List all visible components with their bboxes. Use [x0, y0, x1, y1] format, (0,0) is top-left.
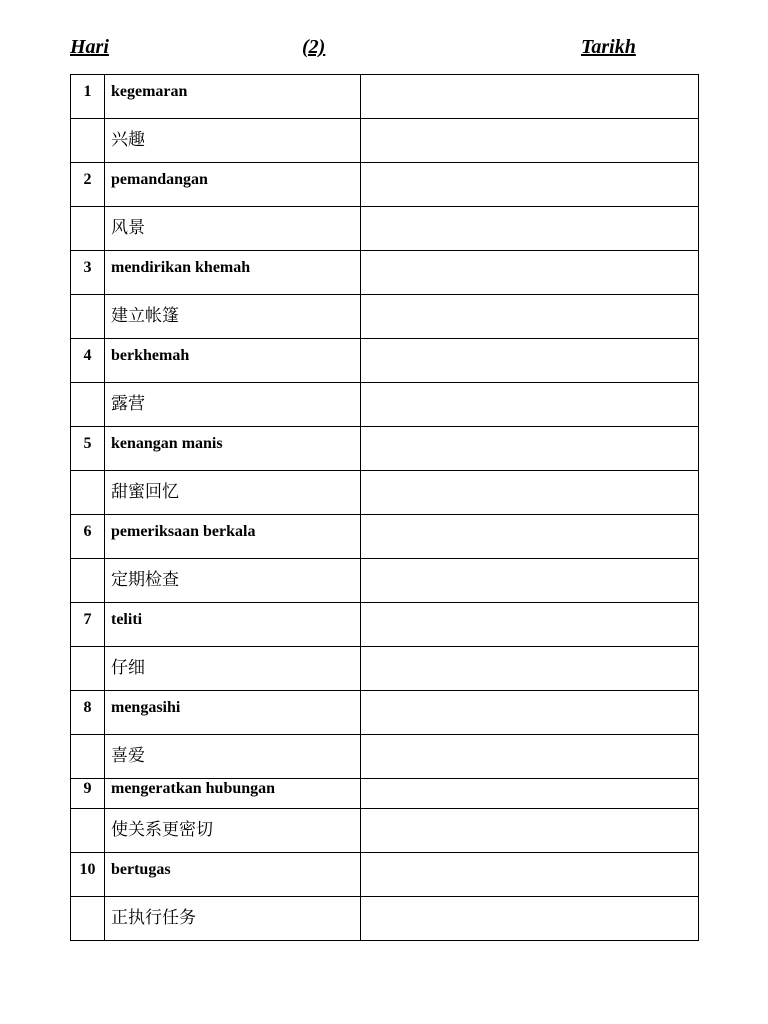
malay-word-cell [105, 515, 361, 559]
answer-cell[interactable] [361, 779, 699, 809]
answer-cell[interactable] [361, 75, 699, 119]
table-row [71, 559, 699, 603]
table-row [71, 251, 699, 295]
row-number: 1 [83, 83, 92, 100]
table-row [71, 779, 699, 809]
answer-cell[interactable] [361, 897, 699, 941]
empty-number-cell [71, 207, 105, 251]
empty-number-cell [71, 119, 105, 163]
row-number: 7 [83, 611, 92, 628]
row-number-cell [71, 427, 105, 471]
hari-label: Hari [70, 36, 109, 58]
answer-cell[interactable] [361, 295, 699, 339]
row-number-cell [71, 163, 105, 207]
empty-number-cell [71, 559, 105, 603]
row-number-cell [71, 691, 105, 735]
table-row [71, 295, 699, 339]
malay-word: mengasihi [111, 699, 181, 716]
chinese-word-cell [105, 897, 361, 941]
chinese-word: 正执行任务 [111, 908, 196, 928]
chinese-word-cell [105, 119, 361, 163]
chinese-word: 喜爱 [111, 746, 145, 766]
table-row [71, 163, 699, 207]
answer-cell[interactable] [361, 603, 699, 647]
row-number-cell [71, 339, 105, 383]
malay-word: berkhemah [111, 347, 190, 364]
malay-word-cell [105, 339, 361, 383]
row-number: 6 [83, 523, 92, 540]
row-number-cell [71, 75, 105, 119]
empty-number-cell [71, 471, 105, 515]
chinese-word-cell [105, 207, 361, 251]
tarikh-label: Tarikh [581, 36, 636, 58]
empty-number-cell [71, 809, 105, 853]
answer-cell[interactable] [361, 383, 699, 427]
malay-word-cell [105, 427, 361, 471]
answer-cell[interactable] [361, 339, 699, 383]
answer-cell[interactable] [361, 251, 699, 295]
chinese-word: 使关系更密切 [111, 820, 213, 840]
chinese-word: 兴趣 [111, 130, 145, 150]
chinese-word-cell [105, 735, 361, 779]
table-row [71, 427, 699, 471]
row-number-cell [71, 853, 105, 897]
row-number: 5 [83, 435, 92, 452]
row-number: 8 [83, 699, 92, 716]
malay-word-cell [105, 603, 361, 647]
table-row [71, 75, 699, 119]
table-row [71, 383, 699, 427]
malay-word-cell [105, 691, 361, 735]
table-row [71, 207, 699, 251]
empty-number-cell [71, 383, 105, 427]
answer-cell[interactable] [361, 119, 699, 163]
page-header [0, 34, 768, 64]
row-number: 9 [83, 780, 92, 797]
row-number: 2 [83, 171, 92, 188]
empty-number-cell [71, 647, 105, 691]
chinese-word-cell [105, 471, 361, 515]
answer-cell[interactable] [361, 809, 699, 853]
table-row [71, 119, 699, 163]
chinese-word-cell [105, 383, 361, 427]
table-row [71, 603, 699, 647]
chinese-word: 建立帐篷 [111, 306, 179, 326]
answer-cell[interactable] [361, 735, 699, 779]
row-number: 4 [83, 347, 92, 364]
malay-word-cell [105, 163, 361, 207]
table-row [71, 897, 699, 941]
table-row [71, 515, 699, 559]
answer-cell[interactable] [361, 559, 699, 603]
malay-word: pemeriksaan berkala [111, 523, 256, 540]
chinese-word-cell [105, 559, 361, 603]
row-number-cell [71, 603, 105, 647]
row-number: 3 [83, 259, 92, 276]
row-number-cell [71, 251, 105, 295]
malay-word: kenangan manis [111, 435, 223, 452]
chinese-word-cell [105, 809, 361, 853]
answer-cell[interactable] [361, 471, 699, 515]
chinese-word-cell [105, 647, 361, 691]
empty-number-cell [71, 295, 105, 339]
answer-cell[interactable] [361, 691, 699, 735]
chinese-word: 仔细 [111, 658, 145, 678]
table-row [71, 809, 699, 853]
malay-word: teliti [111, 611, 143, 628]
table-row [71, 471, 699, 515]
answer-cell[interactable] [361, 163, 699, 207]
answer-cell[interactable] [361, 515, 699, 559]
table-row [71, 691, 699, 735]
answer-cell[interactable] [361, 853, 699, 897]
malay-word: mengeratkan hubungan [111, 780, 276, 797]
row-number: 10 [79, 861, 96, 878]
chinese-word-cell [105, 295, 361, 339]
malay-word-cell [105, 251, 361, 295]
empty-number-cell [71, 735, 105, 779]
malay-word: kegemaran [111, 83, 188, 100]
table-row [71, 339, 699, 383]
chinese-word: 露营 [111, 394, 145, 414]
answer-cell[interactable] [361, 647, 699, 691]
empty-number-cell [71, 897, 105, 941]
answer-cell[interactable] [361, 207, 699, 251]
vocabulary-table [70, 74, 699, 941]
lesson-number: (2) [302, 36, 326, 58]
malay-word: pemandangan [111, 171, 208, 188]
chinese-word: 定期检查 [111, 570, 179, 590]
malay-word-cell [105, 75, 361, 119]
table-row [71, 853, 699, 897]
chinese-word: 风景 [111, 218, 145, 238]
table-row [71, 735, 699, 779]
malay-word-cell [105, 853, 361, 897]
chinese-word: 甜蜜回忆 [111, 482, 179, 502]
malay-word-cell [105, 779, 361, 809]
table-row [71, 647, 699, 691]
answer-cell[interactable] [361, 427, 699, 471]
row-number-cell [71, 515, 105, 559]
malay-word: bertugas [111, 861, 171, 878]
malay-word: mendirikan khemah [111, 259, 251, 276]
row-number-cell [71, 779, 105, 809]
